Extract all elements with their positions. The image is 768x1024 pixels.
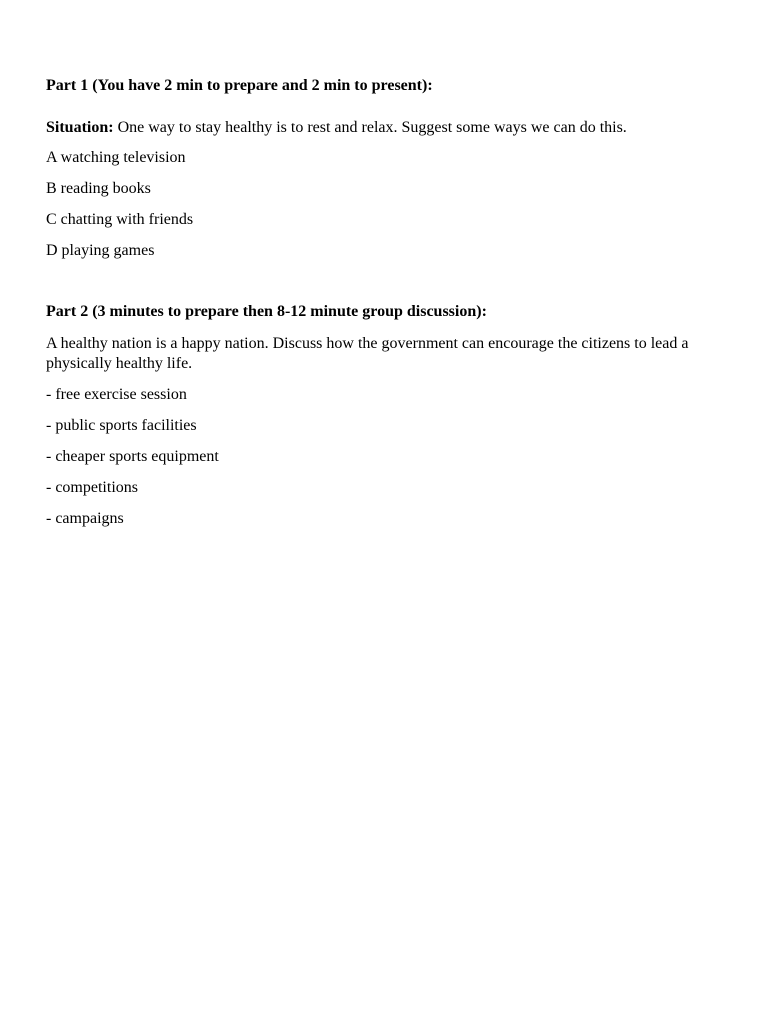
- option-d: D playing games: [46, 242, 155, 259]
- point-campaigns: - campaigns: [46, 510, 124, 527]
- part1-heading: Part 1 (You have 2 min to prepare and 2 min to present):: [46, 77, 433, 94]
- part2-prompt: A healthy nation is a happy nation. Discuss how the government can encourage the citizens to lead a physically healthy life.: [46, 335, 689, 372]
- option-c: C chatting with friends: [46, 211, 194, 228]
- point-competitions: - competitions: [46, 479, 138, 496]
- point-free-exercise: - free exercise session: [46, 386, 187, 403]
- point-cheaper-equipment: - cheaper sports equipment: [46, 448, 219, 465]
- situation-text: One way to stay healthy is to rest and relax. Suggest some ways we can do this.: [113, 119, 627, 136]
- option-a: A watching television: [46, 149, 186, 166]
- point-public-facilities: - public sports facilities: [46, 417, 197, 434]
- part2-heading: Part 2 (3 minutes to prepare then 8-12 minute group discussion):: [46, 303, 487, 320]
- option-b: B reading books: [46, 180, 151, 197]
- situation-label: Situation:: [46, 119, 114, 136]
- situation-line: [46, 118, 726, 138]
